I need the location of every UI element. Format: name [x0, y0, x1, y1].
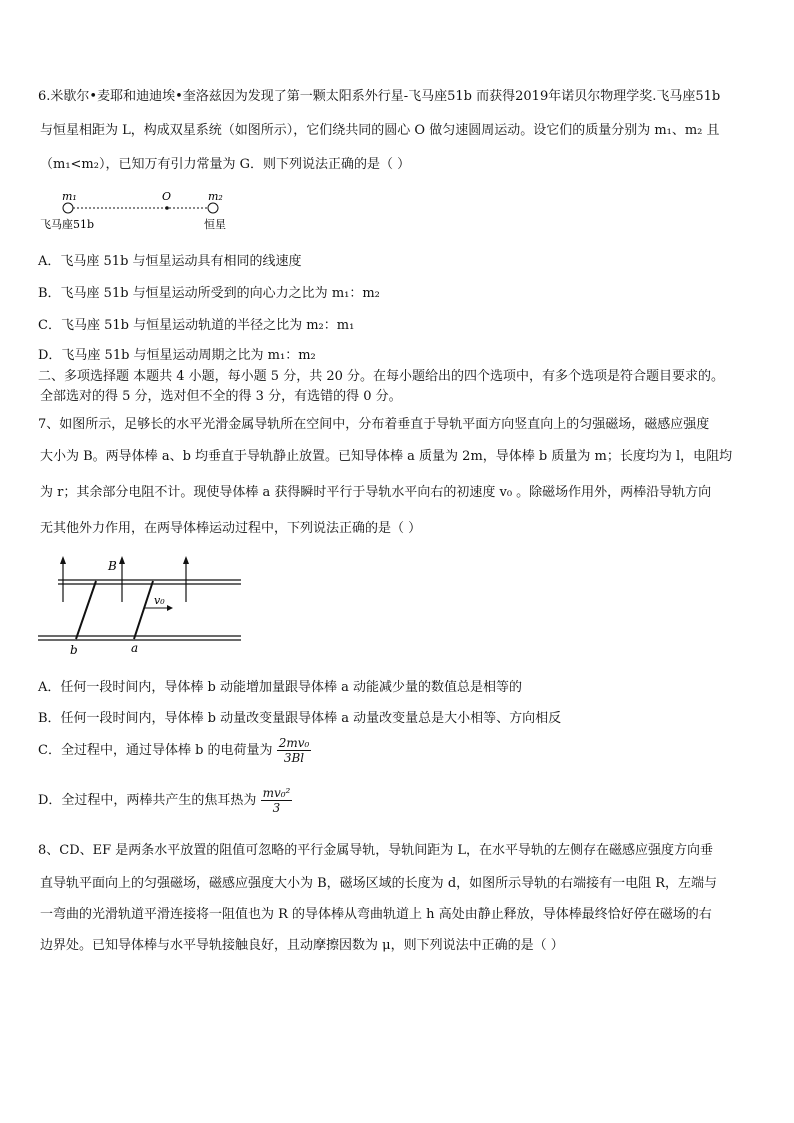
- q7-stem-line4: 无其他外力作用，在两导体棒运动过程中，下列说法正确的是（ ）: [40, 521, 422, 536]
- fraction-numerator: 2mv₀: [278, 736, 310, 750]
- field-arrowhead-2: [119, 556, 125, 564]
- q7-option-d-fraction: [261, 786, 293, 815]
- planet-circle: [63, 203, 73, 213]
- o-label: O: [162, 190, 172, 203]
- q8-stem-line2: 直导轨平面向上的匀强磁场，磁感应强度大小为 B，磁场区域的长度为 d，如图所示导轨的右端接有一电阻 R，左端与: [40, 876, 718, 891]
- rod-a: [134, 581, 153, 639]
- rod-b-label: b: [70, 643, 78, 657]
- field-label: B: [108, 559, 117, 573]
- m1-label: m₁: [62, 190, 77, 203]
- q6-option-d: D．飞马座 51b 与恒星运动周期之比为 m₁：m₂: [38, 348, 316, 363]
- q8-stem-line4: 边界处。已知导体棒与水平导轨接触良好，且动摩擦因数为 μ，则下列说法中正确的是（ ）: [40, 938, 564, 953]
- m2-label: m₂: [208, 190, 223, 203]
- q7-option-c-fraction: [277, 736, 312, 765]
- q7-option-c-text: C．全过程中，通过导体棒 b 的电荷量为: [38, 743, 273, 758]
- q7-stem-line2: 大小为 B。两导体棒 a、b 均垂直于导轨静止放置。已知导体棒 a 质量为 2m，导体棒 b 质量为 m；长度均为 l，电阻均: [40, 449, 733, 464]
- star-circle: [208, 203, 218, 213]
- q7-option-a: A．任何一段时间内，导体棒 b 动能增加量跟导体棒 a 动能减少量的数值总是相等的: [38, 680, 522, 695]
- field-arrowhead-1: [60, 556, 66, 564]
- planet-name-label: 飞马座51b: [40, 218, 95, 231]
- velocity-label: v₀: [154, 594, 165, 607]
- section2-line2: 全部选对的得 5 分，选对但不全的得 3 分，有选错的得 0 分。: [40, 389, 402, 404]
- binary-star-diagram: [38, 188, 268, 236]
- rail-diagram: [36, 550, 246, 660]
- section2-line1: 二、多项选择题 本题共 4 小题，每小题 5 分，共 20 分。在每小题给出的四个选项中，有多个选项是符合题目要求的。: [38, 369, 725, 384]
- fraction-denominator: 3: [272, 801, 281, 815]
- fraction-denominator: 3Bl: [283, 751, 305, 765]
- center-point: [165, 206, 169, 210]
- q7-stem-line3: 为 r；其余部分电阻不计。现使导体棒 a 获得瞬时平行于导轨水平向右的初速度 v₀ 。除磁场作用外，两棒沿导轨方向: [40, 485, 712, 500]
- q7-stem-line1: 7、如图所示，足够长的水平光滑金属导轨所在空间中，分布着垂直于导轨平面方向竖直向上的匀强磁场，磁感应强度: [38, 417, 710, 432]
- q6-stem-line3: （m₁<m₂），已知万有引力常量为 G．则下列说法正确的是（ ）: [40, 157, 411, 172]
- q6-stem-line1: 6.米歇尔•麦耶和迪迪埃•奎洛兹因为发现了第一颗太阳系外行星-飞马座51b 而获得2019年诺贝尔物理学奖.飞马座51b: [38, 89, 721, 104]
- fraction-numerator: mv₀²: [262, 786, 291, 800]
- rod-a-label: a: [131, 641, 139, 655]
- q6-option-b: B．飞马座 51b 与恒星运动所受到的向心力之比为 m₁：m₂: [38, 286, 380, 301]
- q6-option-c: C．飞马座 51b 与恒星运动轨道的半径之比为 m₂：m₁: [38, 318, 355, 333]
- q7-option-b: B．任何一段时间内，导体棒 b 动量改变量跟导体棒 a 动量改变量总是大小相等、方向相反: [38, 711, 562, 726]
- q7-option-d-text: D．全过程中，两棒共产生的焦耳热为: [38, 793, 257, 808]
- q6-stem-line2: 与恒星相距为 L，构成双星系统（如图所示），它们绕共同的圆心 O 做匀速圆周运动。设它们的质量分别为 m₁、m₂ 且: [40, 123, 720, 138]
- star-name-label: 恒星: [204, 218, 226, 231]
- q8-stem-line1: 8、CD、EF 是两条水平放置的阻值可忽略的平行金属导轨，导轨间距为 L，在水平导轨的左侧存在磁感应强度方向垂: [38, 843, 714, 858]
- velocity-arrowhead: [167, 605, 173, 611]
- rod-b: [76, 581, 96, 639]
- q8-stem-line3: 一弯曲的光滑轨道平滑连接将一阻值也为 R 的导体棒从弯曲轨道上 h 高处由静止释放，导体棒最终恰好停在磁场的右: [40, 907, 712, 922]
- field-arrowhead-3: [183, 556, 189, 564]
- q6-option-a: A．飞马座 51b 与恒星运动具有相同的线速度: [38, 254, 302, 269]
- q7-option-c: [38, 736, 311, 765]
- q7-option-d: [38, 786, 292, 815]
